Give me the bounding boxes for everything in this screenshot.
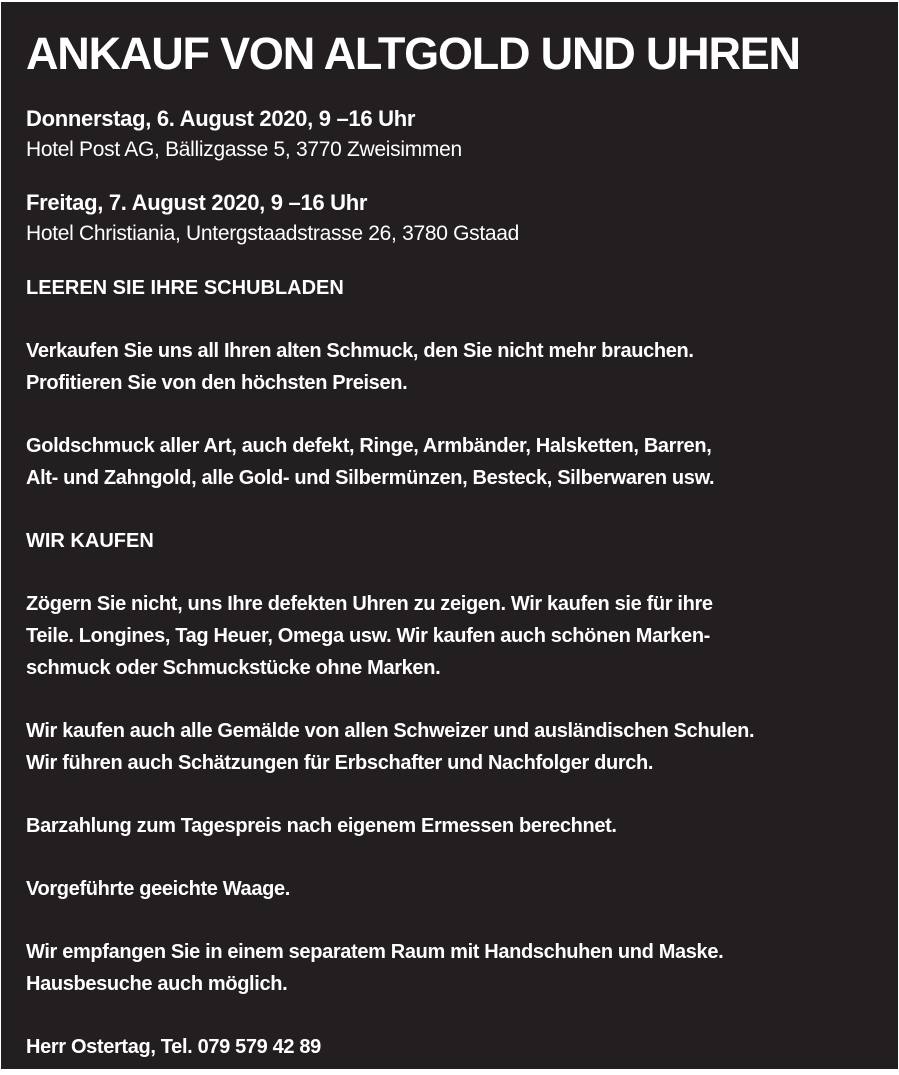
- paragraph-goldschmuck: [26, 430, 878, 494]
- contact-line: [26, 1031, 878, 1063]
- event-thursday: [26, 104, 878, 166]
- section-heading-schubladen: LEEREN SIE IHRE SCHUBLADEN: [26, 277, 344, 299]
- event-date: Freitag, 7. August 2020, 9 –16 Uhr: [26, 190, 368, 215]
- paragraph-line: Profitieren Sie von den höchsten Preisen.: [26, 372, 408, 394]
- paragraph-empfang: [26, 936, 878, 1000]
- advertisement: [1, 2, 898, 1069]
- headline: ANKAUF VON ALTGOLD UND UHREN: [26, 28, 800, 79]
- paragraph-line: Barzahlung zum Tagespreis nach eigenem Ermessen berechnet.: [26, 815, 617, 837]
- paragraph-line: Alt- und Zahngold, alle Gold- und Silbermünzen, Besteck, Silberwaren usw.: [26, 467, 715, 489]
- event-location: Hotel Christiania, Untergstaadstrasse 26, 3780 Gstaad: [26, 222, 520, 245]
- event-friday: [26, 188, 878, 250]
- paragraph-line: Vorgeführte geeichte Waage.: [26, 878, 290, 900]
- paragraph-line: Verkaufen Sie uns all Ihren alten Schmuck, den Sie nicht mehr brauchen.: [26, 340, 694, 362]
- paragraph-line: Hausbesuche auch möglich.: [26, 973, 288, 995]
- paragraph-line: Wir führen auch Schätzungen für Erbschafter und Nachfolger durch.: [26, 752, 654, 774]
- contact-text: Herr Ostertag, Tel. 079 579 42 89: [26, 1036, 321, 1058]
- event-date: Donnerstag, 6. August 2020, 9 –16 Uhr: [26, 106, 416, 131]
- paragraph-line: Wir empfangen Sie in einem separatem Raum mit Handschuhen und Maske.: [26, 941, 724, 963]
- paragraph-barzahlung: [26, 810, 878, 842]
- event-location: Hotel Post AG, Bällizgasse 5, 3770 Zweisimmen: [26, 138, 462, 161]
- paragraph-line: Zögern Sie nicht, uns Ihre defekten Uhren zu zeigen. Wir kaufen sie für ihre: [26, 593, 713, 615]
- paragraph-line: Wir kaufen auch alle Gemälde von allen Schweizer und ausländischen Schulen.: [26, 720, 755, 742]
- paragraph-waage: [26, 873, 878, 905]
- paragraph-line: Goldschmuck aller Art, auch defekt, Ringe, Armbänder, Halsketten, Barren,: [26, 435, 712, 457]
- section-heading-wir-kaufen: WIR KAUFEN: [26, 530, 154, 552]
- paragraph-line: schmuck oder Schmuckstücke ohne Marken.: [26, 657, 441, 679]
- paragraph-verkaufen: [26, 335, 878, 399]
- paragraph-uhren: [26, 588, 878, 684]
- paragraph-gemaelde: [26, 715, 878, 779]
- paragraph-line: Teile. Longines, Tag Heuer, Omega usw. Wir kaufen auch schönen Marken-: [26, 625, 710, 647]
